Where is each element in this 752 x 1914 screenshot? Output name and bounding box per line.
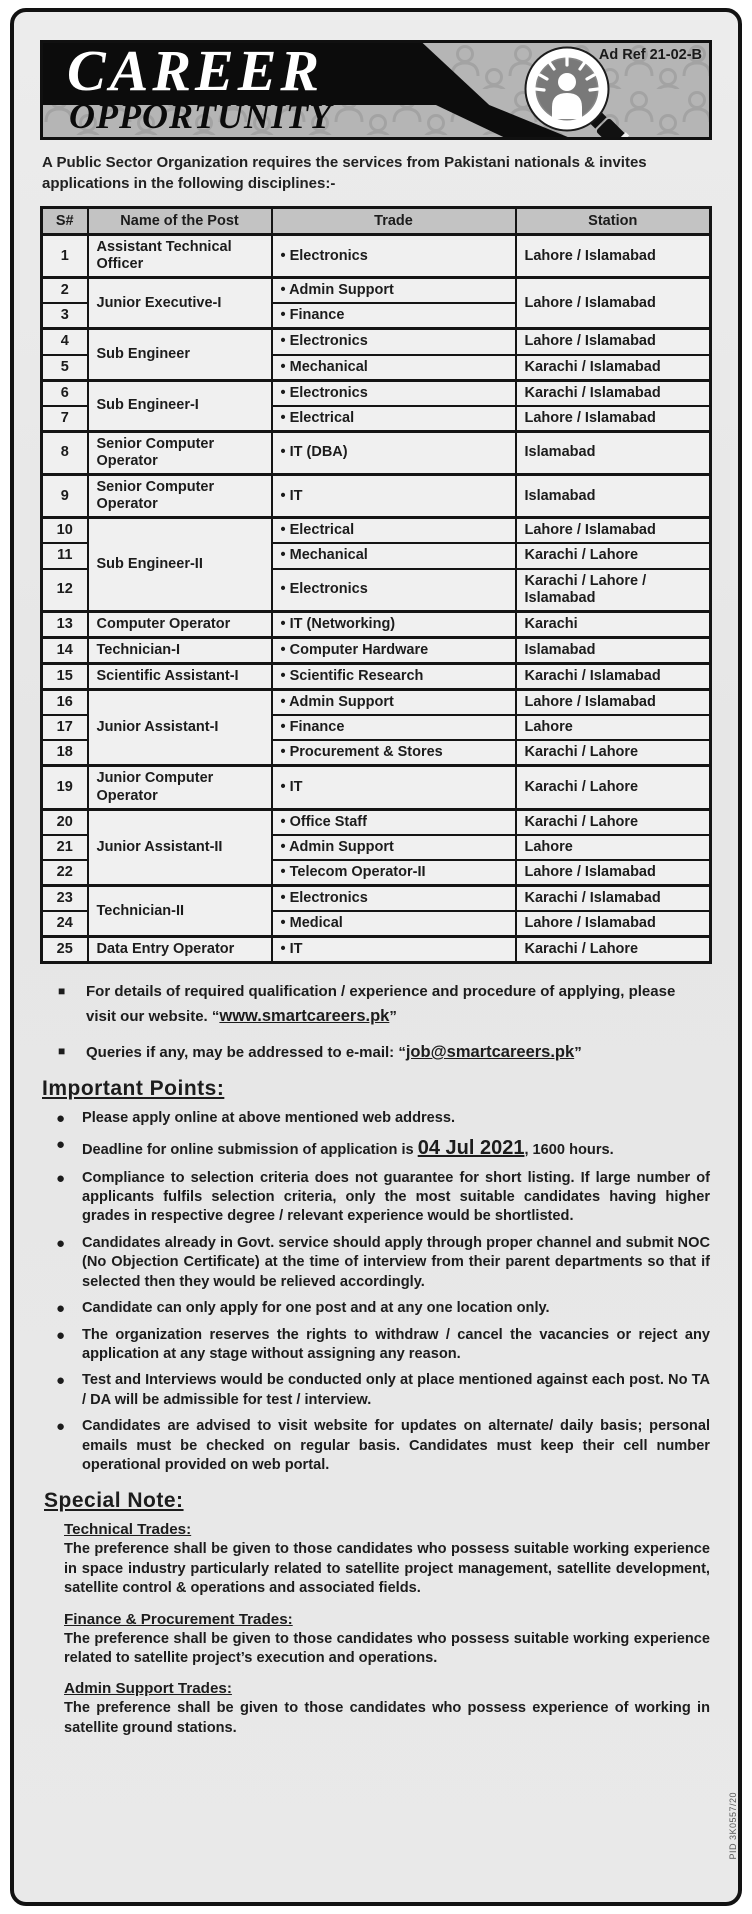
col-trade: Trade [272,208,516,235]
cell-trade: • Electronics [272,235,516,278]
cell-trade: • Electrical [272,406,516,432]
important-points-list [56,1109,710,1476]
website-link: www.smartcareers.pk [219,1006,390,1025]
cell-trade: • Medical [272,911,516,937]
important-point: ● Candidate can only apply for one post and at any one location only. [56,1300,550,1318]
special-note-subsection [64,1680,710,1738]
round-bullet-icon: ● [56,1372,66,1390]
website-note-text: For details of required qualification / experience and procedure of applying, please visit our website. “www.smartcareers.pk” [86,983,676,1025]
cell-sn: 11 [42,543,88,568]
cell-trade: • IT [272,937,516,963]
special-note-section [42,1489,710,1738]
email-note-text: Queries if any, may be addressed to e-mail: “job@smartcareers.pk” [86,1043,582,1062]
cell-post: Computer Operator [88,611,272,637]
table-row [42,235,711,278]
cell-post: Sub Engineer-I [88,380,272,431]
cell-post: Sub Engineer-II [88,518,272,611]
cell-station: Lahore / Islamabad [516,911,711,937]
cell-sn: 10 [42,518,88,544]
table-header-row [42,208,711,235]
deadline-date: 04 Jul 2021 [417,1137,525,1160]
subsection-title: Technical Trades: [64,1521,192,1539]
cell-trade: • Electronics [272,329,516,355]
important-point-deadline: ● Deadline for online submission of application is 04 Jul 2021, 1600 hours. [56,1135,710,1162]
round-bullet-icon: ● [56,1169,66,1187]
cell-sn: 13 [42,611,88,637]
cell-post: Assistant Technical Officer [88,235,272,278]
table-row [42,637,711,663]
round-bullet-icon: ● [56,1418,66,1436]
cell-sn: 25 [42,937,88,963]
cell-trade: • IT [272,475,516,518]
cell-post: Technician-II [88,885,272,936]
subsection-body: The preference shall be given to those candidates who possess experience of working in satellite ground stations. [64,1700,710,1736]
table-row [42,329,711,355]
cell-station: Karachi [516,611,711,637]
round-bullet-icon: ● [56,1234,66,1252]
cell-station: Lahore / Islamabad [516,690,711,716]
subsection-body: The preference shall be given to those candidates who possess suitable working experience related to satellite project’s execution and operations. [64,1630,710,1666]
round-bullet-icon: ● [56,1109,66,1127]
jobs-table [40,206,712,964]
cell-trade: • Computer Hardware [272,637,516,663]
table-row [42,690,711,716]
table-row [42,885,711,911]
cell-trade: • Admin Support [272,835,516,860]
cell-post: Junior Assistant-II [88,809,272,885]
cell-sn: 12 [42,569,88,612]
cell-sn: 6 [42,380,88,406]
cell-trade: • Mechanical [272,543,516,568]
cell-sn: 14 [42,637,88,663]
important-point: ● Candidates are advised to visit website for updates on alternate/ daily basis; personal emails must be checked on regular basis. Candidates must keep their cell number operational provided on web portal. [56,1417,710,1475]
cell-sn: 8 [42,431,88,474]
cell-sn: 15 [42,663,88,689]
subsection-title: Admin Support Trades: [64,1680,232,1698]
cell-trade: • Finance [272,303,516,329]
table-row [42,663,711,689]
cell-trade: • IT (DBA) [272,431,516,474]
notes-section [58,980,708,1065]
cell-post: Junior Computer Operator [88,766,272,809]
website-note [58,980,708,1029]
cell-station: Karachi / Islamabad [516,663,711,689]
table-row [42,278,711,304]
col-serial: S# [42,208,88,235]
special-note-subsection [64,1611,710,1669]
cell-station: Karachi / Lahore / Islamabad [516,569,711,612]
important-point: ● The organization reserves the rights to withdraw / cancel the vacancies or reject any application at any stage without assigning any reason. [56,1326,710,1365]
email-note [58,1040,708,1066]
important-point: ● Compliance to selection criteria does not guarantee for short listing. If large number of applicants fulfils selection criteria, only the most suitable candidates having higher grades in respective degree / relevant experience would be shortlisted. [56,1169,710,1227]
cell-trade: • Electronics [272,380,516,406]
email-link: job@smartcareers.pk [405,1043,575,1062]
cell-trade: • Scientific Research [272,663,516,689]
banner-title-opportunity: OPPORTUNITY [69,96,332,136]
cell-post: Sub Engineer [88,329,272,380]
table-row [42,518,711,544]
cell-station: Islamabad [516,637,711,663]
cell-station: Karachi / Islamabad [516,355,711,381]
career-banner [40,40,712,140]
cell-trade: • Procurement & Stores [272,740,516,766]
cell-trade: • Telecom Operator-II [272,860,516,886]
banner-title-career: CAREER [67,40,324,103]
cell-trade: • Mechanical [272,355,516,381]
cell-sn: 1 [42,235,88,278]
cell-post: Senior Computer Operator [88,431,272,474]
cell-station: Lahore / Islamabad [516,406,711,432]
cell-trade: • Admin Support [272,278,516,304]
table-row [42,380,711,406]
cell-station: Karachi / Lahore [516,543,711,568]
cell-sn: 9 [42,475,88,518]
cell-station: Karachi / Lahore [516,766,711,809]
cell-station: Lahore / Islamabad [516,518,711,544]
advertisement-panel [10,8,742,1906]
cell-trade: • Office Staff [272,809,516,835]
cell-trade: • Electrical [272,518,516,544]
cell-sn: 7 [42,406,88,432]
cell-sn: 23 [42,885,88,911]
ad-ref-label: Ad Ref 21-02-B [598,47,702,63]
cell-sn: 3 [42,303,88,329]
cell-sn: 2 [42,278,88,304]
table-row [42,431,711,474]
cell-trade: • IT [272,766,516,809]
cell-sn: 4 [42,329,88,355]
important-point: ● Candidates already in Govt. service should apply through proper channel and submit NOC (No Objection Certificate) at the time of interview from their parent departments so that if selected then they would be relieved accordingly. [56,1234,710,1292]
cell-station: Karachi / Islamabad [516,380,711,406]
cell-station: Karachi / Lahore [516,740,711,766]
round-bullet-icon: ● [56,1300,66,1318]
important-point: ● Test and Interviews would be conducted only at place mentioned against each post. No TA / DA will be admissible for test / interview. [56,1371,710,1410]
important-points-heading: Important Points: [42,1076,225,1100]
cell-sn: 24 [42,911,88,937]
cell-station: Karachi / Islamabad [516,885,711,911]
table-row [42,475,711,518]
cell-trade: • Electronics [272,569,516,612]
cell-post: Technician-I [88,637,272,663]
square-bullet-icon: ■ [58,984,66,999]
table-row [42,611,711,637]
cell-station: Lahore / Islamabad [516,235,711,278]
cell-trade: • IT (Networking) [272,611,516,637]
subsection-body: The preference shall be given to those candidates who possess suitable working experience in space industry particularly related to satellite project management, satellite development, satellite control & operations and associated fields. [64,1541,710,1597]
col-post: Name of the Post [88,208,272,235]
round-bullet-icon: ● [56,1326,66,1344]
cell-sn: 21 [42,835,88,860]
cell-post: Senior Computer Operator [88,475,272,518]
cell-station: Islamabad [516,475,711,518]
table-row [42,766,711,809]
cell-station: Islamabad [516,431,711,474]
cell-station: Lahore [516,715,711,740]
cell-station: Lahore / Islamabad [516,329,711,355]
cell-sn: 16 [42,690,88,716]
table-row [42,809,711,835]
square-bullet-icon: ■ [58,1044,66,1059]
cell-trade: • Finance [272,715,516,740]
cell-post: Scientific Assistant-I [88,663,272,689]
cell-post: Data Entry Operator [88,937,272,963]
col-station: Station [516,208,711,235]
subsection-title: Finance & Procurement Trades: [64,1610,293,1628]
cell-sn: 19 [42,766,88,809]
cell-station: Lahore [516,835,711,860]
cell-trade: • Electronics [272,885,516,911]
cell-sn: 22 [42,860,88,886]
round-bullet-icon: ● [56,1136,66,1154]
special-note-heading: Special Note: [44,1489,184,1513]
cell-sn: 18 [42,740,88,766]
pid-number: PID 3K0557/20 [728,1792,738,1860]
important-point: ● Please apply online at above mentioned web address. [56,1109,456,1127]
cell-station: Lahore / Islamabad [516,860,711,886]
table-row [42,937,711,963]
cell-station: Karachi / Lahore [516,809,711,835]
intro-text: A Public Sector Organization requires the services from Pakistani nationals & invites applications in the following disciplines:- [42,154,647,192]
cell-station: Lahore / Islamabad [516,278,711,329]
special-note-subsection [64,1521,710,1598]
cell-trade: • Admin Support [272,690,516,716]
cell-sn: 5 [42,355,88,381]
cell-sn: 20 [42,809,88,835]
cell-station: Karachi / Lahore [516,937,711,963]
cell-post: Junior Executive-I [88,278,272,329]
cell-sn: 17 [42,715,88,740]
cell-post: Junior Assistant-I [88,690,272,766]
